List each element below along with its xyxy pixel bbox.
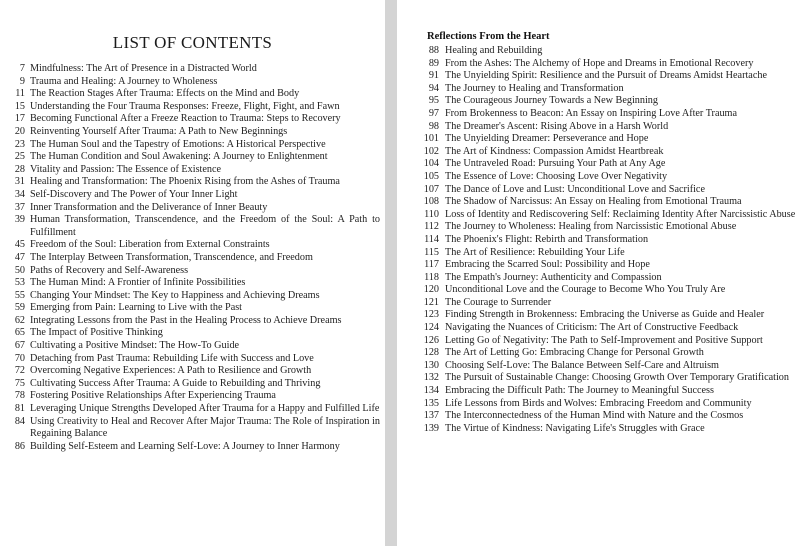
- toc-entry-title: Becoming Functional After a Freeze Reaction to Trauma: Steps to Recovery: [30, 113, 341, 125]
- toc-page-number: 95: [428, 95, 439, 107]
- toc-entry[interactable]: [4, 76, 380, 89]
- toc-page-number: 107: [423, 183, 439, 195]
- toc-entry[interactable]: [417, 322, 797, 335]
- toc-entry[interactable]: [417, 247, 797, 260]
- toc-page-number: 20: [14, 125, 25, 137]
- toc-page-number: 23: [14, 138, 25, 150]
- toc-entry-title: Cultivating Success After Trauma: A Guide to Rebuilding and Thriving: [30, 377, 321, 389]
- toc-entry[interactable]: [4, 378, 380, 391]
- toc-entry-title: The Human Mind: A Frontier of Infinite Possibilities: [30, 277, 246, 289]
- left-page: [0, 0, 385, 546]
- toc-entry[interactable]: [417, 234, 797, 247]
- toc-entry-title: Trauma and Healing: A Journey to Wholeness: [30, 75, 218, 87]
- toc-page-number: 81: [14, 403, 25, 415]
- toc-entry[interactable]: [417, 309, 797, 322]
- toc-entry-title: The Virtue of Kindness: Navigating Life's Struggles with Grace: [445, 422, 705, 434]
- toc-entry[interactable]: [417, 221, 797, 234]
- toc-page-number: 88: [428, 45, 439, 56]
- toc-entry-title: The Art of Resilience: Rebuilding Your Life: [445, 246, 625, 258]
- toc-page-number: 126: [423, 334, 439, 346]
- toc-entry[interactable]: [4, 176, 380, 189]
- toc-entry[interactable]: [4, 416, 380, 441]
- toc-entry[interactable]: [4, 277, 380, 290]
- toc-entry[interactable]: [417, 58, 797, 71]
- toc-entry[interactable]: [417, 347, 797, 360]
- toc-entry[interactable]: [4, 189, 380, 202]
- toc-page-number: 102: [423, 145, 439, 157]
- toc-page-number: 34: [14, 188, 25, 200]
- toc-entry-title: The Essence of Love: Choosing Love Over Negativity: [445, 170, 668, 182]
- toc-page-number: 45: [14, 239, 25, 251]
- toc-entry[interactable]: [417, 95, 797, 108]
- toc-list-left: [4, 63, 380, 453]
- toc-entry-title: Healing and Rebuilding: [445, 45, 543, 56]
- toc-entry-title: The Empath's Journey: Authenticity and Compassion: [445, 271, 662, 283]
- toc-page-number: 59: [14, 302, 25, 314]
- toc-page-number: 84: [14, 415, 25, 427]
- toc-entry-title: Finding Strength in Brokenness: Embracing the Universe as Guide and Healer: [445, 309, 765, 321]
- toc-page-number: 9: [19, 75, 25, 87]
- toc-entry[interactable]: [417, 284, 797, 297]
- page-gutter: [385, 0, 397, 546]
- toc-page-number: 110: [424, 208, 439, 220]
- toc-entry[interactable]: [4, 365, 380, 378]
- toc-page-number: 123: [423, 309, 439, 321]
- toc-entry-title: Reinventing Yourself After Trauma: A Path to New Beginnings: [30, 125, 288, 137]
- toc-entry-title: Unconditional Love and the Courage to Become Who You Truly Are: [445, 284, 726, 296]
- toc-entry[interactable]: [417, 372, 797, 385]
- toc-entry-title: The Interplay Between Transformation, Transcendence, and Freedom: [30, 251, 313, 263]
- toc-entry-title: The Reaction Stages After Trauma: Effects on the Mind and Body: [30, 88, 300, 100]
- toc-entry[interactable]: [4, 151, 380, 164]
- toc-entry[interactable]: [4, 239, 380, 252]
- toc-entry[interactable]: [417, 45, 797, 58]
- toc-entry-title: Changing Your Mindset: The Key to Happiness and Achieving Dreams: [30, 289, 320, 301]
- toc-entry[interactable]: [4, 290, 380, 303]
- toc-list-right: [417, 45, 797, 435]
- toc-entry-title: Mindfulness: The Art of Presence in a Distracted World: [30, 63, 257, 74]
- toc-page-number: 101: [423, 133, 439, 145]
- toc-entry-title: Leveraging Unique Strengths Developed After Trauma for a Happy and Fulfilled Life: [30, 403, 380, 415]
- toc-entry-title: The Art of Letting Go: Embracing Change for Personal Growth: [445, 347, 704, 359]
- toc-page-number: 115: [424, 246, 439, 258]
- toc-page-number: 67: [14, 340, 25, 352]
- toc-page-number: 91: [428, 70, 439, 82]
- toc-page-number: 112: [424, 221, 439, 233]
- toc-page-number: 62: [14, 314, 25, 326]
- toc-entry-title: The Courage to Surrender: [445, 296, 552, 308]
- toc-page-number: 15: [14, 100, 25, 112]
- toc-entry-title: Letting Go of Negativity: The Path to Self-Improvement and Positive Support: [445, 334, 763, 346]
- toc-entry-title: Cultivating a Positive Mindset: The How-To Guide: [30, 340, 240, 352]
- toc-entry[interactable]: [417, 335, 797, 348]
- toc-entry[interactable]: [417, 259, 797, 272]
- toc-entry-title: The Human Soul and the Tapestry of Emotions: A Historical Perspective: [30, 138, 326, 150]
- toc-page-number: 37: [14, 201, 25, 213]
- toc-page-number: 72: [14, 365, 25, 377]
- toc-entry-title: Vitality and Passion: The Essence of Existence: [30, 163, 222, 175]
- toc-entry[interactable]: [4, 139, 380, 152]
- toc-entry-title: The Interconnectedness of the Human Mind with Nature and the Cosmos: [445, 410, 744, 422]
- toc-entry[interactable]: [4, 340, 380, 353]
- toc-page-number: 25: [14, 151, 25, 163]
- toc-entry[interactable]: [417, 83, 797, 96]
- toc-entry-title: Self-Discovery and The Power of Your Inner Light: [30, 188, 238, 200]
- toc-entry[interactable]: [417, 385, 797, 398]
- toc-page-number: 97: [428, 107, 439, 119]
- toc-entry-title: Building Self-Esteem and Learning Self-Love: A Journey to Inner Harmony: [30, 440, 340, 452]
- toc-page-number: 108: [423, 196, 439, 208]
- toc-entry-title: Emerging from Pain: Learning to Live with the Past: [30, 302, 243, 314]
- toc-entry[interactable]: [4, 315, 380, 328]
- toc-entry-title: Paths of Recovery and Self-Awareness: [30, 264, 189, 276]
- toc-entry-title: Fostering Positive Relationships After Experiencing Trauma: [30, 390, 276, 402]
- toc-entry-title: The Journey to Healing and Transformation: [445, 82, 624, 94]
- toc-entry-title: The Unyielding Dreamer: Perseverance and Hope: [445, 133, 649, 145]
- toc-entry-title: Healing and Transformation: The Phoenix Rising from the Ashes of Trauma: [30, 176, 340, 188]
- toc-page-number: 139: [423, 422, 439, 434]
- toc-page-number: 130: [423, 359, 439, 371]
- toc-entry-title: The Art of Kindness: Compassion Amidst Heartbreak: [445, 145, 664, 157]
- toc-page-number: 118: [424, 271, 439, 283]
- toc-entry[interactable]: [4, 164, 380, 177]
- toc-entry[interactable]: [417, 360, 797, 373]
- toc-page-number: 31: [14, 176, 25, 188]
- toc-entry[interactable]: [4, 113, 380, 126]
- toc-page-number: 39: [14, 214, 25, 226]
- toc-entry-title: Embracing the Scarred Soul: Possibility and Hope: [445, 259, 650, 271]
- right-page: [397, 0, 800, 546]
- toc-entry-title: Overcoming Negative Experiences: A Path to Resilience and Growth: [30, 365, 312, 377]
- toc-entry[interactable]: [417, 209, 797, 222]
- toc-entry-title: Integrating Lessons from the Past in the Healing Process to Achieve Dreams: [30, 314, 342, 326]
- toc-page-number: 121: [423, 296, 439, 308]
- toc-page-number: 75: [14, 377, 25, 389]
- toc-page-number: 55: [14, 289, 25, 301]
- toc-entry[interactable]: [417, 423, 797, 436]
- toc-entry[interactable]: [4, 126, 380, 139]
- toc-page-number: 134: [423, 385, 439, 397]
- toc-entry-title: From the Ashes: The Alchemy of Hope and Dreams in Emotional Recovery: [445, 57, 754, 69]
- toc-entry-title: The Impact of Positive Thinking: [30, 327, 163, 339]
- toc-entry[interactable]: [4, 441, 380, 454]
- toc-page-number: 137: [423, 410, 439, 422]
- toc-page-number: 105: [423, 170, 439, 182]
- toc-page-number: 135: [423, 397, 439, 409]
- toc-page-number: 11: [15, 88, 25, 100]
- toc-entry-title: Understanding the Four Trauma Responses: Freeze, Flight, Fight, and Fawn: [30, 100, 340, 112]
- toc-entry[interactable]: [417, 121, 797, 134]
- toc-entry-title: The Phoenix's Flight: Rebirth and Transformation: [445, 233, 649, 245]
- toc-entry[interactable]: [417, 410, 797, 423]
- toc-entry-title: Inner Transformation and the Deliverance of Inner Beauty: [30, 201, 268, 213]
- toc-entry-title: Life Lessons from Birds and Wolves: Embracing Freedom and Community: [445, 397, 752, 409]
- toc-title: LIST OF CONTENTS: [112, 33, 273, 52]
- toc-entry[interactable]: [417, 171, 797, 184]
- toc-entry[interactable]: [4, 327, 380, 340]
- toc-page-number: 78: [14, 390, 25, 402]
- toc-entry[interactable]: [4, 390, 380, 403]
- toc-entry[interactable]: [417, 196, 797, 209]
- toc-entry-title: The Pursuit of Sustainable Change: Choosing Growth Over Temporary Gratification: [445, 372, 789, 384]
- toc-entry[interactable]: [4, 214, 380, 239]
- toc-entry[interactable]: [417, 70, 797, 83]
- toc-page-number: 128: [423, 347, 439, 359]
- toc-entry[interactable]: [4, 252, 380, 265]
- toc-page-number: 104: [423, 158, 439, 170]
- toc-entry-title: Human Transformation, Transcendence, and the Freedom of the Soul: A Path to Fulfillment: [30, 214, 380, 238]
- toc-entry[interactable]: [417, 158, 797, 171]
- toc-entry-title: Freedom of the Soul: Liberation from External Constraints: [30, 239, 270, 251]
- toc-page-number: 47: [14, 251, 25, 263]
- toc-entry-title: The Dance of Love and Lust: Unconditional Love and Sacrifice: [445, 183, 705, 195]
- toc-page-number: 86: [14, 440, 25, 452]
- toc-entry[interactable]: [4, 403, 380, 416]
- toc-entry-title: Using Creativity to Heal and Recover After Major Trauma: The Role of Inspiration in Regaining Balance: [30, 415, 380, 440]
- toc-entry[interactable]: [417, 133, 797, 146]
- toc-page-number: 7: [19, 63, 25, 74]
- toc-page-number: 114: [424, 233, 439, 245]
- toc-page-number: 124: [423, 322, 439, 334]
- toc-entry[interactable]: [417, 398, 797, 411]
- toc-entry-title: The Unyielding Spirit: Resilience and the Pursuit of Dreams Amidst Heartache: [445, 70, 767, 82]
- toc-entry-title: Navigating the Nuances of Criticism: The Art of Constructive Feedback: [445, 322, 739, 334]
- toc-entry-title: The Dreamer's Ascent: Rising Above in a Harsh World: [445, 120, 669, 132]
- toc-page-number: 53: [14, 277, 25, 289]
- toc-entry[interactable]: [4, 302, 380, 315]
- toc-page-number: 50: [14, 264, 25, 276]
- toc-entry-title: Loss of Identity and Rediscovering Self: Reclaiming Identity After Narcissistic Abuse: [445, 208, 796, 220]
- section-title: Reflections From the Heart: [427, 31, 550, 42]
- toc-entry-title: Choosing Self-Love: The Balance Between Self-Care and Altruism: [445, 359, 719, 371]
- toc-entry[interactable]: [4, 202, 380, 215]
- toc-entry-title: The Shadow of Narcissus: An Essay on Healing from Emotional Trauma: [445, 196, 742, 208]
- toc-entry-title: From Brokenness to Beacon: An Essay on Inspiring Love After Trauma: [445, 107, 738, 119]
- toc-page-number: 117: [424, 259, 439, 271]
- toc-entry[interactable]: [417, 146, 797, 159]
- toc-page-number: 28: [14, 163, 25, 175]
- toc-page-number: 89: [428, 57, 439, 69]
- toc-entry[interactable]: [4, 353, 380, 366]
- toc-entry[interactable]: [4, 88, 380, 101]
- toc-entry[interactable]: [4, 101, 380, 114]
- toc-entry[interactable]: [4, 63, 380, 76]
- toc-entry-title: The Journey to Wholeness: Healing from Narcissistic Emotional Abuse: [445, 221, 737, 233]
- toc-entry-title: The Courageous Journey Towards a New Beginning: [445, 95, 658, 107]
- toc-page-number: 98: [428, 120, 439, 132]
- toc-entry[interactable]: [417, 297, 797, 310]
- toc-entry-title: The Human Condition and Soul Awakening: A Journey to Enlightenment: [30, 151, 328, 163]
- toc-page-number: 70: [14, 352, 25, 364]
- toc-entry-title: Detaching from Past Trauma: Rebuilding Life with Success and Love: [30, 352, 314, 364]
- toc-page-number: 17: [14, 113, 25, 125]
- toc-entry[interactable]: [417, 184, 797, 197]
- toc-page-number: 65: [14, 327, 25, 339]
- toc-entry-title: Embracing the Difficult Path: The Journey to Meaningful Success: [445, 385, 714, 397]
- toc-page-number: 132: [423, 372, 439, 384]
- toc-page-number: 120: [423, 284, 439, 296]
- toc-entry[interactable]: [4, 265, 380, 278]
- toc-entry[interactable]: [417, 108, 797, 121]
- toc-entry-title: The Untraveled Road: Pursuing Your Path at Any Age: [445, 158, 666, 170]
- toc-entry[interactable]: [417, 272, 797, 285]
- toc-page-number: 94: [428, 82, 439, 94]
